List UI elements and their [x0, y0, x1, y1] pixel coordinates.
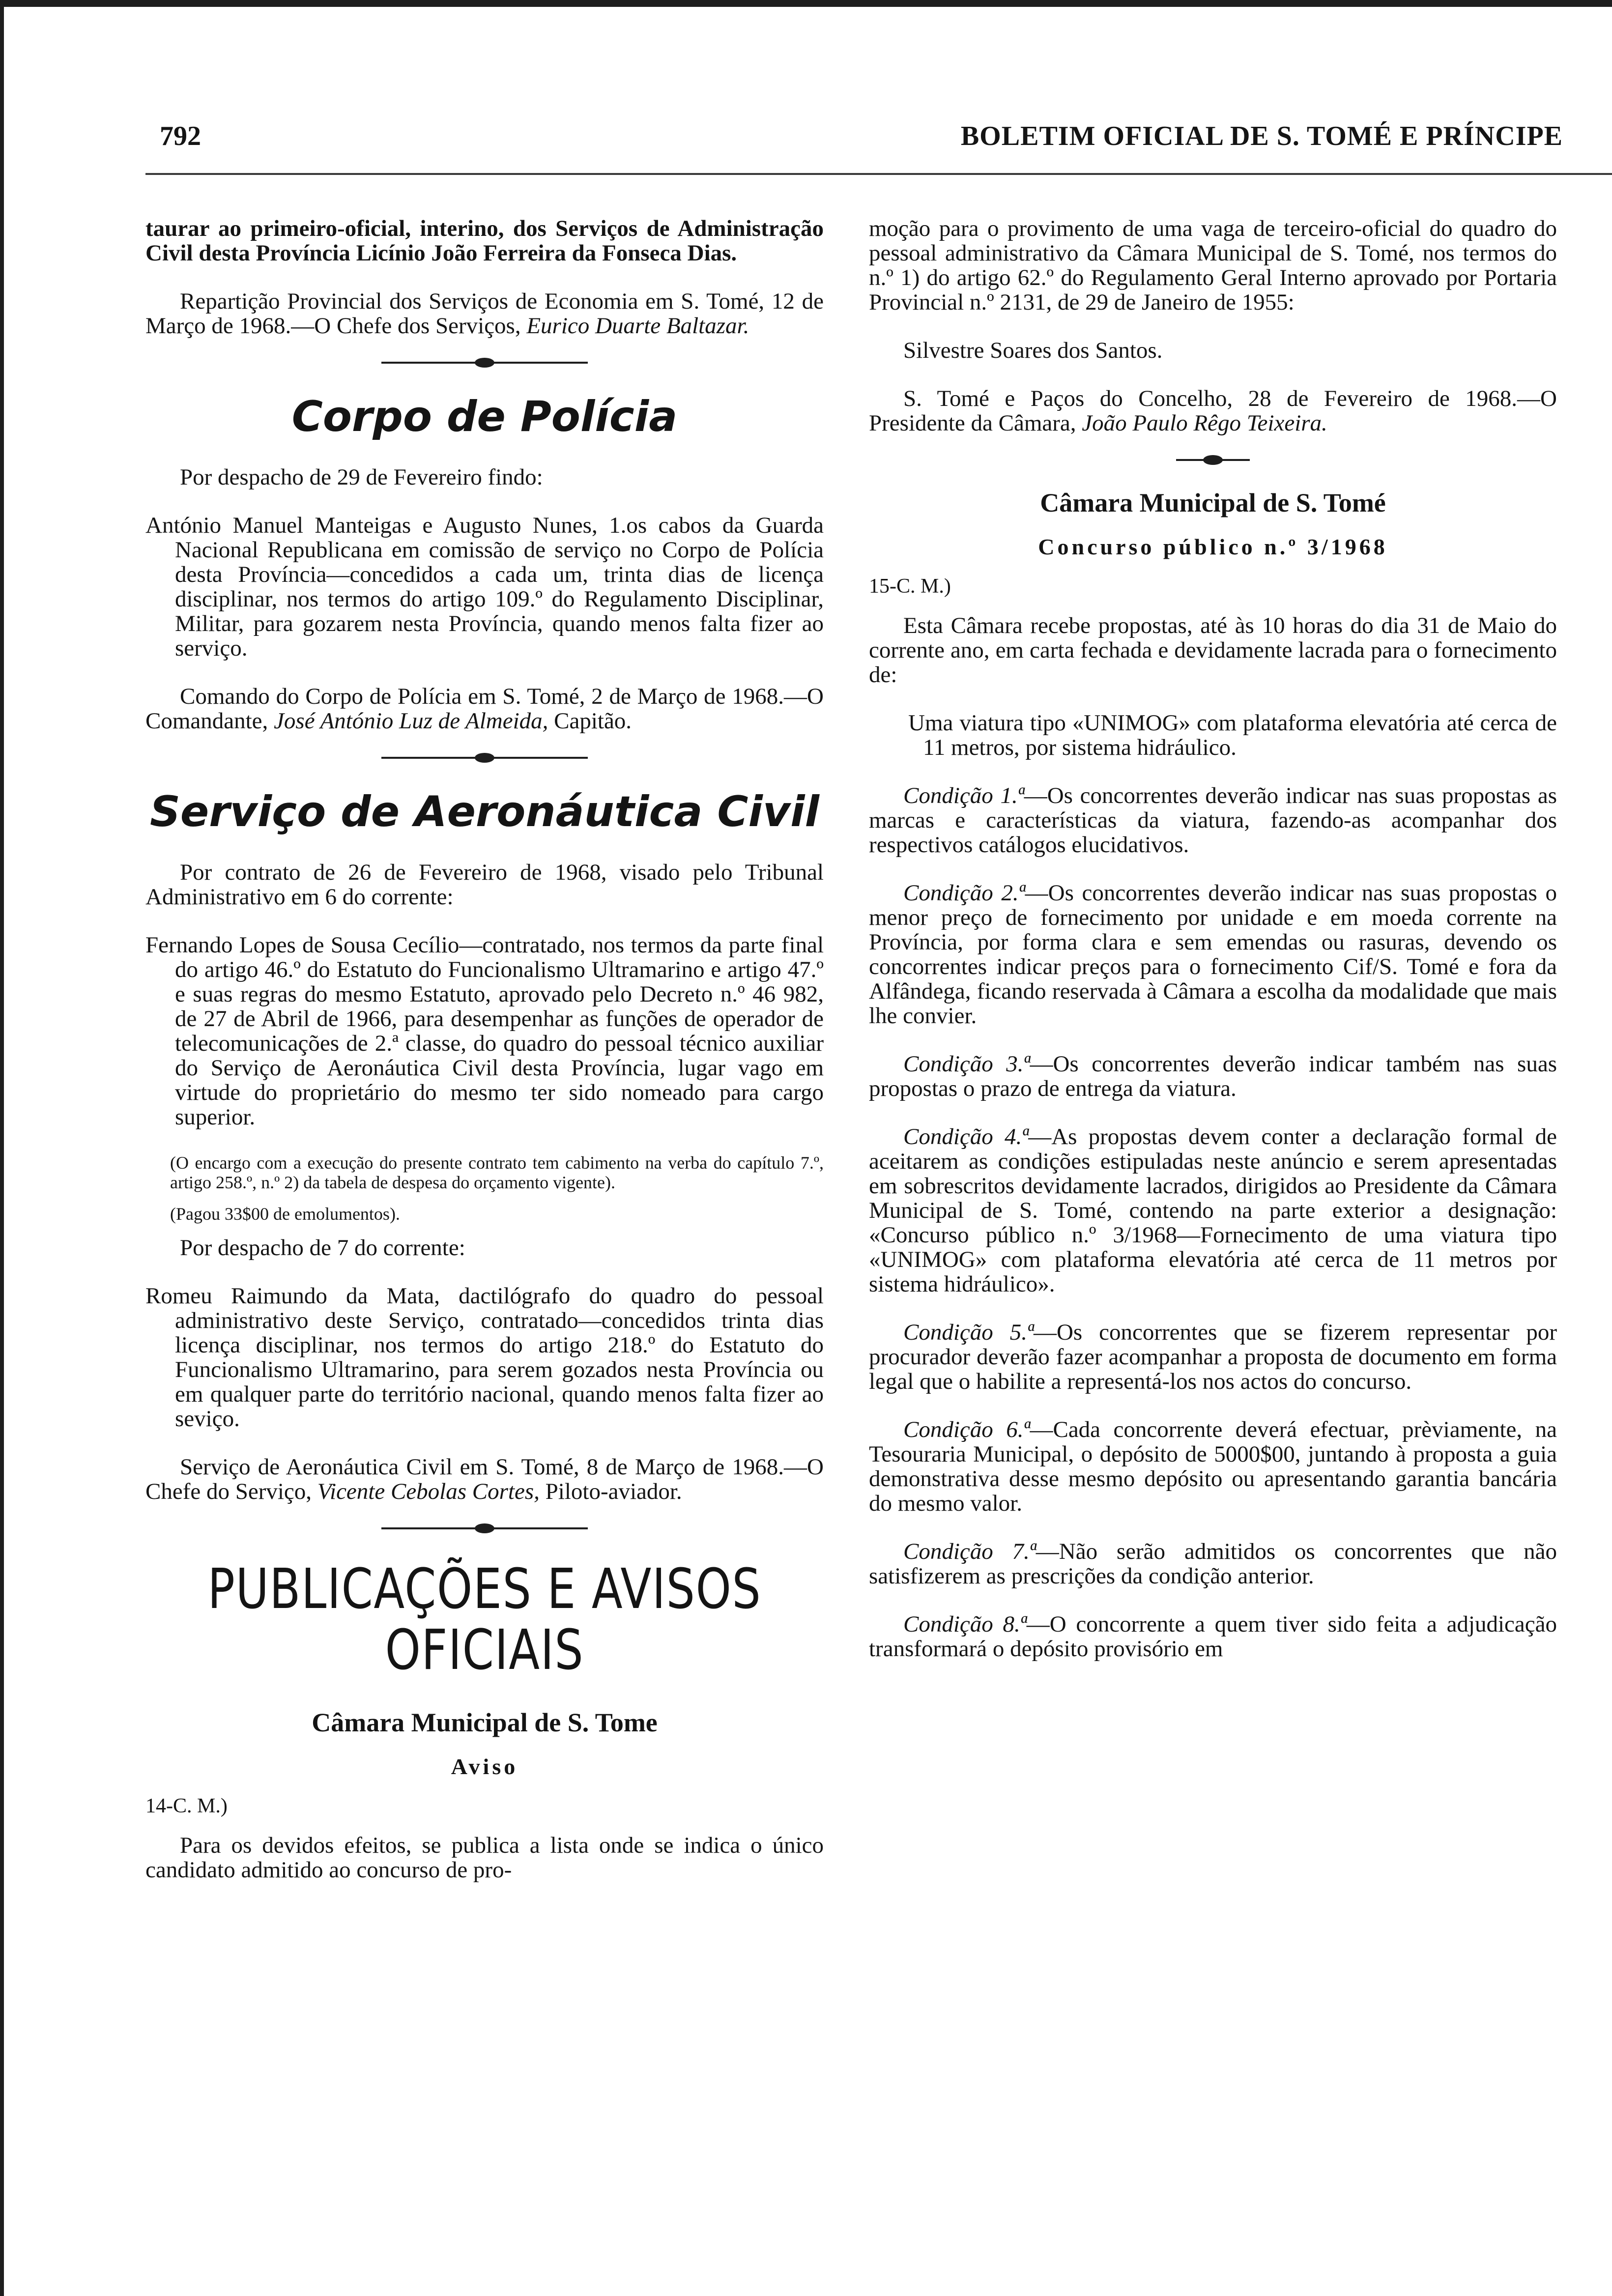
closing-text: Repartição Provincial dos Serviços de Economia em S. Tomé, 12 de Março de 1968.—O Chefe dos Serviços,	[145, 288, 824, 339]
header-rule	[145, 173, 1612, 175]
running-head: BOLETIM OFICIAL DE S. TOMÉ E PRÍNCIPE	[960, 121, 1563, 151]
section-divider	[381, 362, 588, 364]
concurso-intro: Esta Câmara recebe propostas, até às 10 horas do dia 31 de Maio do corrente ano, em carta fechada e devidamente lacrada para o fornecimento de:	[869, 613, 1557, 688]
corpo-intro: Por despacho de 29 de Fevereiro findo:	[180, 464, 543, 490]
paragraph-continuation: taurar ao primeiro-oficial, interino, dos Serviços de Administração Civil desta Província Licínio João Ferreira da Fonseca Dias.	[145, 216, 824, 266]
condition-label: Condição 6.ª	[903, 1417, 1030, 1442]
page-top-border	[0, 0, 1612, 7]
aero-note-emolumentos: (Pagou 33$00 de emolumentos).	[170, 1204, 400, 1224]
condition-text: —Não serão admitidos os concorrentes que não satisfizerem as prescrições da condição anterior.	[869, 1539, 1557, 1589]
condition-3	[869, 1052, 1557, 1101]
aero-body: Fernando Lopes de Sousa Cecílio—contratado, nos termos da parte final do artigo 46.º do Estatuto do Funcionalismo Ultramarino e artigo 47.º e suas regras do mesmo Estatuto, aprovado pelo Decreto n.º 46 982, de 27 de Abril de 1966, para desempenhar as funções de operador de telecomunicações de 2.ª classe, do quadro do pessoal técnico auxiliar do Serviço de Aeronáutica Civil desta Província, lugar vago em virtude do proprietário do mesmo ter sido nomeado para cargo superior.	[145, 932, 824, 1130]
closing-text: Serviço de Aeronáutica Civil em S. Tomé, 8 de Março de 1968.—O Chefe do Serviço,	[145, 1454, 824, 1504]
condition-label: Condição 1.ª	[903, 783, 1024, 808]
signature: Vicente Cebolas Cortes,	[317, 1479, 540, 1504]
left-column	[145, 216, 824, 1906]
aviso-heading: Aviso	[451, 1754, 518, 1779]
camara-title: Câmara Municipal de S. Tomé	[1040, 488, 1386, 517]
publicacoes-body: Para os devidos efeitos, se publica a lista onde se indica o único candidato admitido ao concurso de pro-	[145, 1833, 824, 1883]
corpo-closing	[145, 684, 824, 733]
paragraph-repartição	[145, 289, 824, 338]
reference-code: 14-C. M.)	[145, 1795, 228, 1817]
signature: João Paulo Rêgo Teixeira.	[1082, 410, 1327, 436]
corpo-body: António Manuel Manteigas e Augusto Nunes, 1.os cabos da Guarda Nacional Republicana em comissão de serviço no Corpo de Polícia desta Província—concedidos a cada um, trinta dias de licença disciplinar, nos termos do artigo 109.º do Regulamento Disciplinar, Militar, para gozarem nesta Província, quando menos falta fizer ao serviço.	[145, 513, 824, 661]
section-divider	[1176, 459, 1250, 461]
signature: Eurico Duarte Baltazar.	[526, 313, 749, 339]
condition-label: Condição 2.ª	[903, 880, 1025, 906]
condition-5	[869, 1320, 1557, 1394]
condition-label: Condição 3.ª	[903, 1051, 1030, 1077]
signature: José António Luz de Almeida,	[274, 708, 548, 734]
condition-8	[869, 1612, 1557, 1661]
camara-closing	[869, 386, 1557, 435]
concurso-item: Uma viatura tipo «UNIMOG» com plataforma elevatória até cerca de 11 metros, por sistema hidráulico.	[908, 710, 1557, 760]
condition-text: —Os concorrentes deverão indicar nas suas propostas o menor preço de fornecimento por unidade e em moeda corrente na Província, por forma clara e sem emendas ou rasuras, devendo os concorrentes indicar preços para o fornecimento Cif/S. Tomé e fora da Alfândega, ficando reservada à Câmara a escolha da modalidade que mais lhe convier.	[869, 880, 1557, 1029]
closing-text: S. Tomé e Paços do Concelho, 28 de Fevereiro de 1968.—O Presidente da Câmara,	[869, 386, 1557, 436]
condition-2	[869, 881, 1557, 1028]
condition-text: —Os concorrentes deverão indicar também nas suas propostas o prazo de entrega da viatura.	[869, 1051, 1557, 1101]
condition-label: Condição 7.ª	[903, 1539, 1036, 1564]
paragraph-continuation: moção para o provimento de uma vaga de terceiro-oficial do quadro do pessoal administrativo da Câmara Municipal de S. Tomé, nos termos do n.º 1) do artigo 62.º do Regulamento Geral Interno aprovado por Portaria Provincial n.º 2131, de 29 de Janeiro de 1955:	[869, 216, 1557, 315]
camara-subtitle: Câmara Municipal de S. Tome	[312, 1708, 658, 1737]
condition-text: —Os concorrentes deverão indicar nas suas propostas as marcas e características da viatura, fazendo-as acompanhar dos respectivos catálogos elucidativos.	[869, 783, 1557, 858]
right-column	[869, 216, 1557, 1685]
section-title-aeronautica: Serviço de Aeronáutica Civil	[149, 787, 820, 836]
condition-text: —Os concorrentes que se fizerem representar por procurador deverão fazer acompanhar a proposta de documento em forma legal que o habilite a representá-los nos actos do concurso.	[869, 1320, 1557, 1394]
section-divider	[381, 757, 588, 759]
aero-body-2: Romeu Raimundo da Mata, dactilógrafo do quadro do pessoal administrativo deste Serviço, contratado—concedidos trinta dias licença disciplinar, nos termos do artigo 218.º do Estatuto do Funcionalismo Ultramarino, para serem gozados nesta Província ou em qualquer parte do território nacional, quando menos falta fizer ao seviço.	[145, 1283, 824, 1432]
rank: Capitão.	[554, 708, 632, 734]
condition-text: —Cada concorrente deverá efectuar, prèviamente, na Tesouraria Municipal, o depósito de 5000$00, juntando à proposta a guia demonstrativa desse mesmo depósito ou apresentando garantia bancária do mesmo valor.	[869, 1417, 1557, 1516]
condition-7	[869, 1539, 1557, 1588]
rank: Piloto-aviador.	[545, 1479, 682, 1504]
aero-intro: Por contrato de 26 de Fevereiro de 1968, visado pelo Tribunal Administrativo em 6 do corrente:	[145, 860, 824, 910]
candidate-name: Silvestre Soares dos Santos.	[903, 338, 1163, 363]
concurso-heading: Concurso público n.º 3/1968	[1038, 534, 1388, 559]
aero-intro-2: Por despacho de 7 do corrente:	[180, 1235, 465, 1261]
closing-text: Comando do Corpo de Polícia em S. Tomé, 2 de Março de 1968.—O Comandante,	[145, 684, 824, 734]
condition-text: —As propostas devem conter a declaração formal de aceitarem as condições estipuladas neste anúncio e serem apresentadas em sobrescritos devidamente lacrados, dirigidos ao Presidente da Câmara Municipal de S. Tomé, contendo na parte exterior a designação: «Concurso público n.º 3/1968—Fornecimento de uma viatura tipo «UNIMOG» com plataforma elevatória até cerca de 11 metros por sistema hidráulico».	[869, 1124, 1557, 1297]
condition-text: —O concorrente a quem tiver sido feita a adjudicação transformará o depósito provisório em	[869, 1611, 1557, 1662]
condition-label: Condição 4.ª	[903, 1124, 1029, 1149]
condition-label: Condição 8.ª	[903, 1611, 1027, 1637]
aero-closing	[145, 1455, 824, 1504]
condition-label: Condição 5.ª	[903, 1320, 1034, 1345]
condition-6	[869, 1417, 1557, 1516]
page-left-border	[0, 0, 4, 2296]
condition-1	[869, 783, 1557, 857]
publicacoes-title: PUBLICAÇÕES E AVISOS OFICIAIS	[207, 1557, 762, 1682]
page-number: 792	[160, 121, 201, 151]
section-title-corpo-de-policia: Corpo de Polícia	[291, 392, 678, 441]
condition-4	[869, 1124, 1557, 1296]
section-divider	[381, 1527, 588, 1529]
reference-code: 15-C. M.)	[869, 575, 951, 598]
aero-note-encargo: (O encargo com a execução do presente contrato tem cabimento na verba do capítulo 7.º, artigo 258.º, n.º 2) da tabela de despesa do orçamento vigente).	[170, 1153, 824, 1192]
